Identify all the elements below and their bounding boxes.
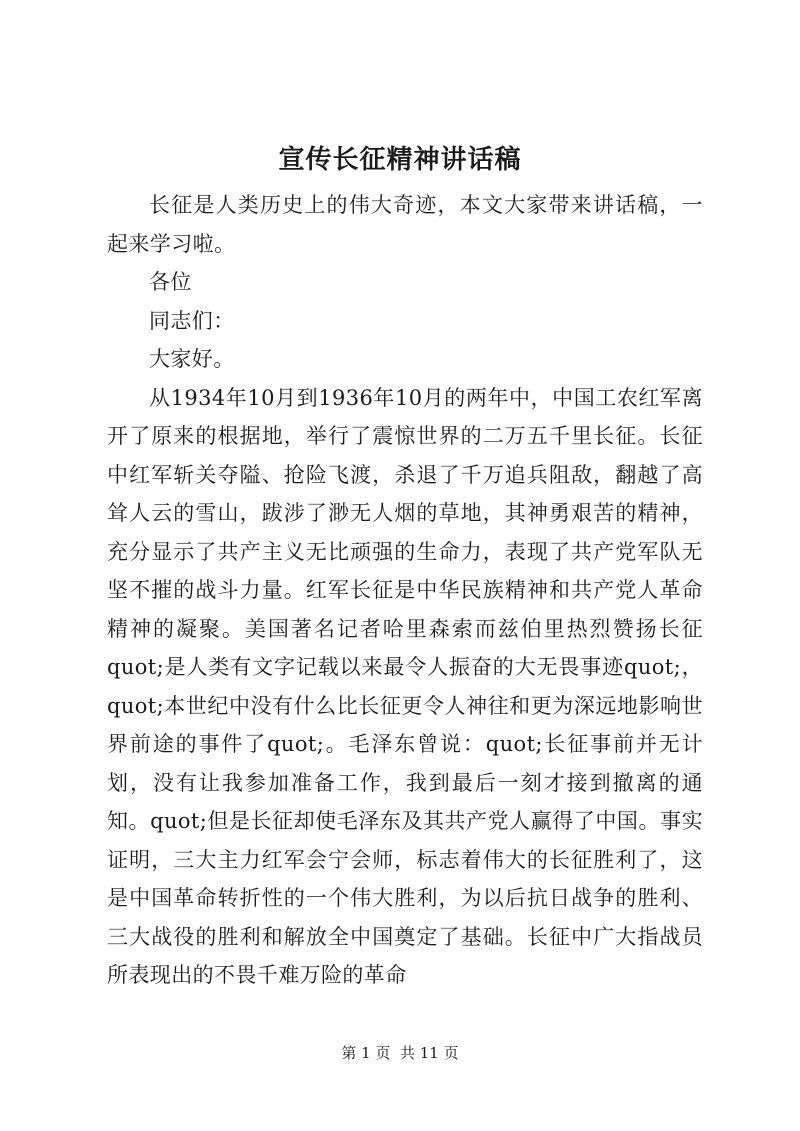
document-body — [107, 186, 703, 995]
paragraph-salutation-2: 同志们： — [149, 308, 235, 333]
page-number: 第 1 页 共 11 页 — [341, 1044, 459, 1062]
paragraph-main: 从1934年10月到1936年10月的两年中，中国工农红军离开了原来的根据地，举行了震惊世界的二万五千里长征。长征中红军斩关夺隘、抢险飞渡，杀退了千万追兵阻敌，翻越了高耸人云的雪山，跋涉了渺无人烟的草地，其神勇艰苦的精神，充分显示了共产主义无比顽强的生命力，表现了共产党军队无坚不摧的战斗力量。红军长征是中华民族精神和共产党人革命精神的凝聚。美国著名记者哈里森索而兹伯里热烈赞扬长征quot;是人类有文字记载以来最令人振奋的大无畏事迹quot;，quot;本世纪中没有什么比长征更令人神往和更为深远地影响世界前途的事件了quot;。毛泽东曾说：quot;长征事前并无计划，没有让我参加准备工作，我到最后一刻才接到撤离的通知。quot;但是长征却使毛泽东及其共产党人赢得了中国。事实证明，三大主力红军会宁会师，标志着伟大的长征胜利了，这是中国革命转折性的一个伟大胜利，为以后抗日战争的胜利、三大战役的胜利和解放全中国奠定了基础。长征中广大指战员所表现出的不畏千难万险的革命 — [107, 385, 703, 987]
document-title: 宣传长征精神讲话稿 — [278, 145, 522, 175]
paragraph-greeting: 大家好。 — [149, 347, 235, 371]
page-footer — [0, 1043, 800, 1063]
paragraph-salutation-1: 各位 — [149, 270, 192, 294]
paragraph-intro: 长征是人类历史上的伟大奇迹，本文大家带来讲话稿，一起来学习啦。 — [107, 193, 703, 256]
